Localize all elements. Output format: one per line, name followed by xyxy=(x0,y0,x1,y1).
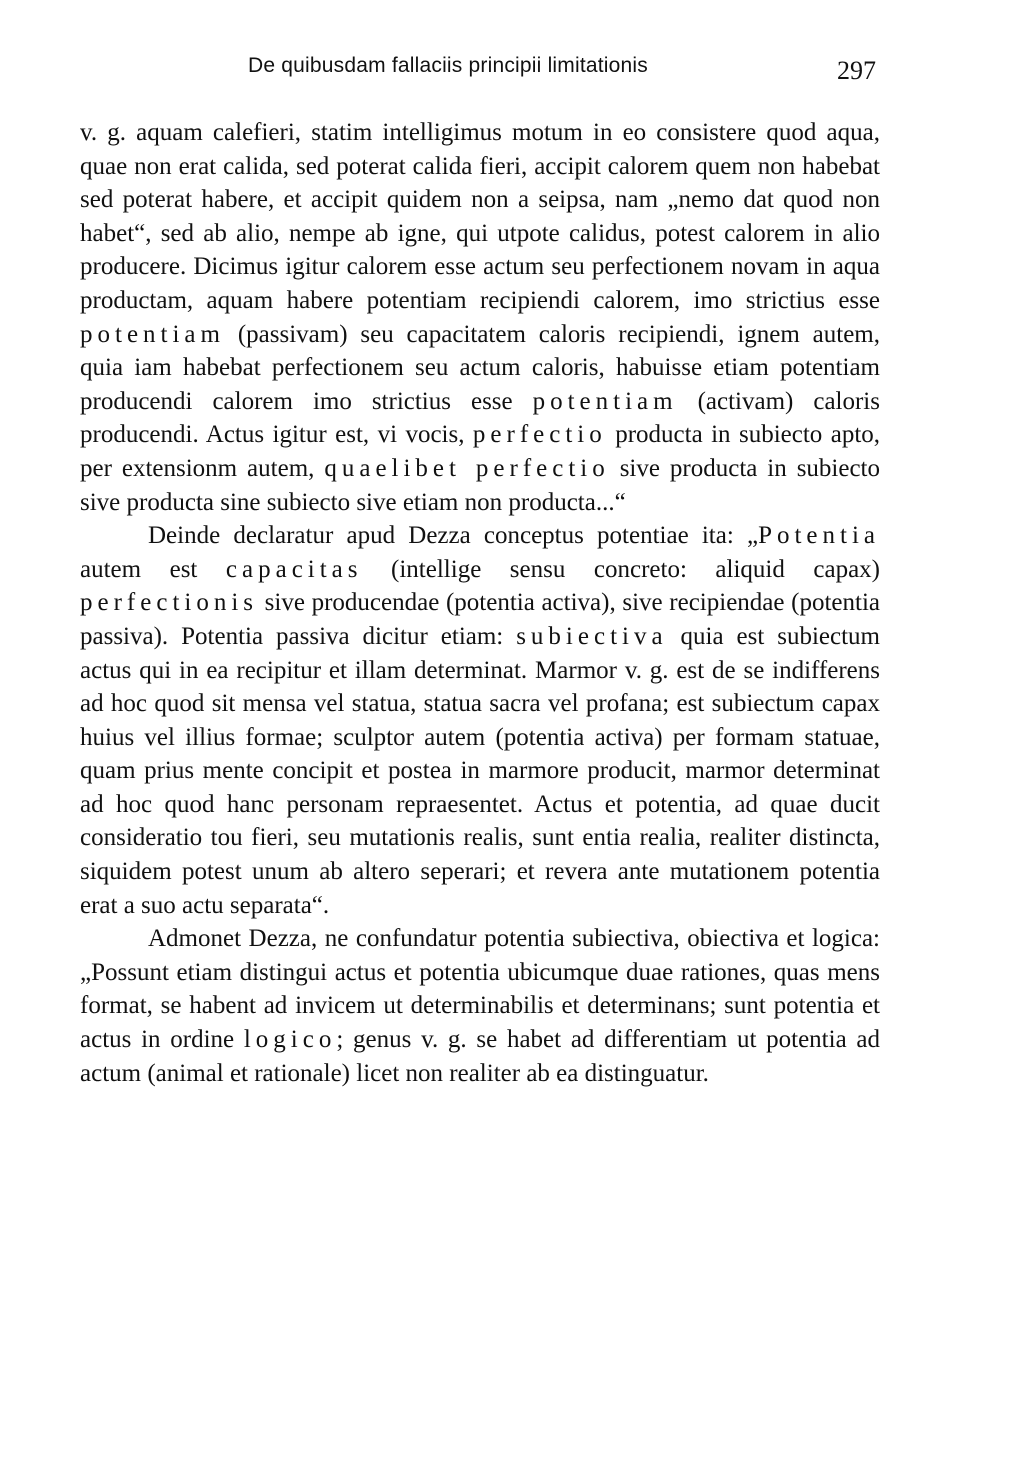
paragraph-2: Deinde declaratur apud Dezza conceptus potentiae ita: „Potentia autem est capacitas (intellige sensu concreto: aliquid capax) perfectionis sive producendae (potentia activa), sive recipiendae (potentia passiva). Potentia passiva dicitur etiam: subiectiva quia est subiectum actus qui in ea recipitur et illam determinat. Marmor v. g. est de se indifferens ad hoc quod sit mensa vel statua, statua sacra vel profana; est subiectum capax huius vel illius formae; sculptor autem (potentia activa) per formam statuae, quam prius mente concipit et postea in marmore producit, marmor determinat ad hoc quod hanc personam repraesentet. Actus et potentia, ad quae ducit consideratio tou fieri, seu mutationis realis, sunt entia realia, realiter distincta, siquidem potest unum ab altero seperari; et revera ante mutationem potentia erat a suo actu separata“. xyxy=(80,522,880,919)
spaced-term: Potentia xyxy=(758,522,880,550)
spaced-term: potentiam xyxy=(80,320,225,348)
spaced-term: perfectio xyxy=(472,421,607,449)
paragraph-3: Admonet Dezza, ne confundatur potentia subiectiva, obiectiva et logica: „Possunt etiam distingui actus et potentia ubicumque duae rationes, quas mens format, se habent ad invicem ut determinabilis et determinans; sunt potentia et actus in ordine logico; genus v. g. se habet ad differentiam ut potentia ad actum (animal et rationale) licet non realiter ab ea distinguatur. xyxy=(80,925,880,1087)
spaced-term: potentiam xyxy=(532,387,678,415)
book-page xyxy=(80,50,880,1090)
page-number: 297 xyxy=(837,56,876,85)
spaced-term: perfectionis xyxy=(80,589,259,617)
spaced-term: logico xyxy=(243,1026,337,1054)
running-title: De quibusdam fallaciis principii limitationis xyxy=(248,54,648,77)
page-header xyxy=(80,50,880,94)
paragraph-1: v. g. aquam calefieri, statim intelligimus motum in eo consistere quod aqua, quae non erat calida, sed poterat calida fieri, accipit calorem quem non habebat sed poterat habere, et accipit quidem non a seipsa, nam „nemo dat quod non habet“, sed ab alio, nempe ab igne, qui utpote calidus, potest calorem in alio producere. Dicimus igitur calorem esse actum seu perfectionem novam in aqua productam, aquam habere potentiam recipiendi calorem, imo strictius esse potentiam (passivam) seu capacitatem caloris recipiendi, ignem autem, quia iam habebat perfectionem seu actum caloris, habuisse etiam potentiam producendi calorem imo strictius esse potentiam (activam) caloris producendi. Actus igitur est, vi vocis, perfectio producta in subiecto apto, per extensionm autem, quaelibet perfectio sive producta in subiecto sive producta sine subiecto sive etiam non producta...“ xyxy=(80,119,881,516)
spaced-term: quaelibet perfectio xyxy=(324,454,610,482)
spaced-term: capacitas xyxy=(225,555,363,583)
spaced-term: subiectiva xyxy=(516,622,668,650)
